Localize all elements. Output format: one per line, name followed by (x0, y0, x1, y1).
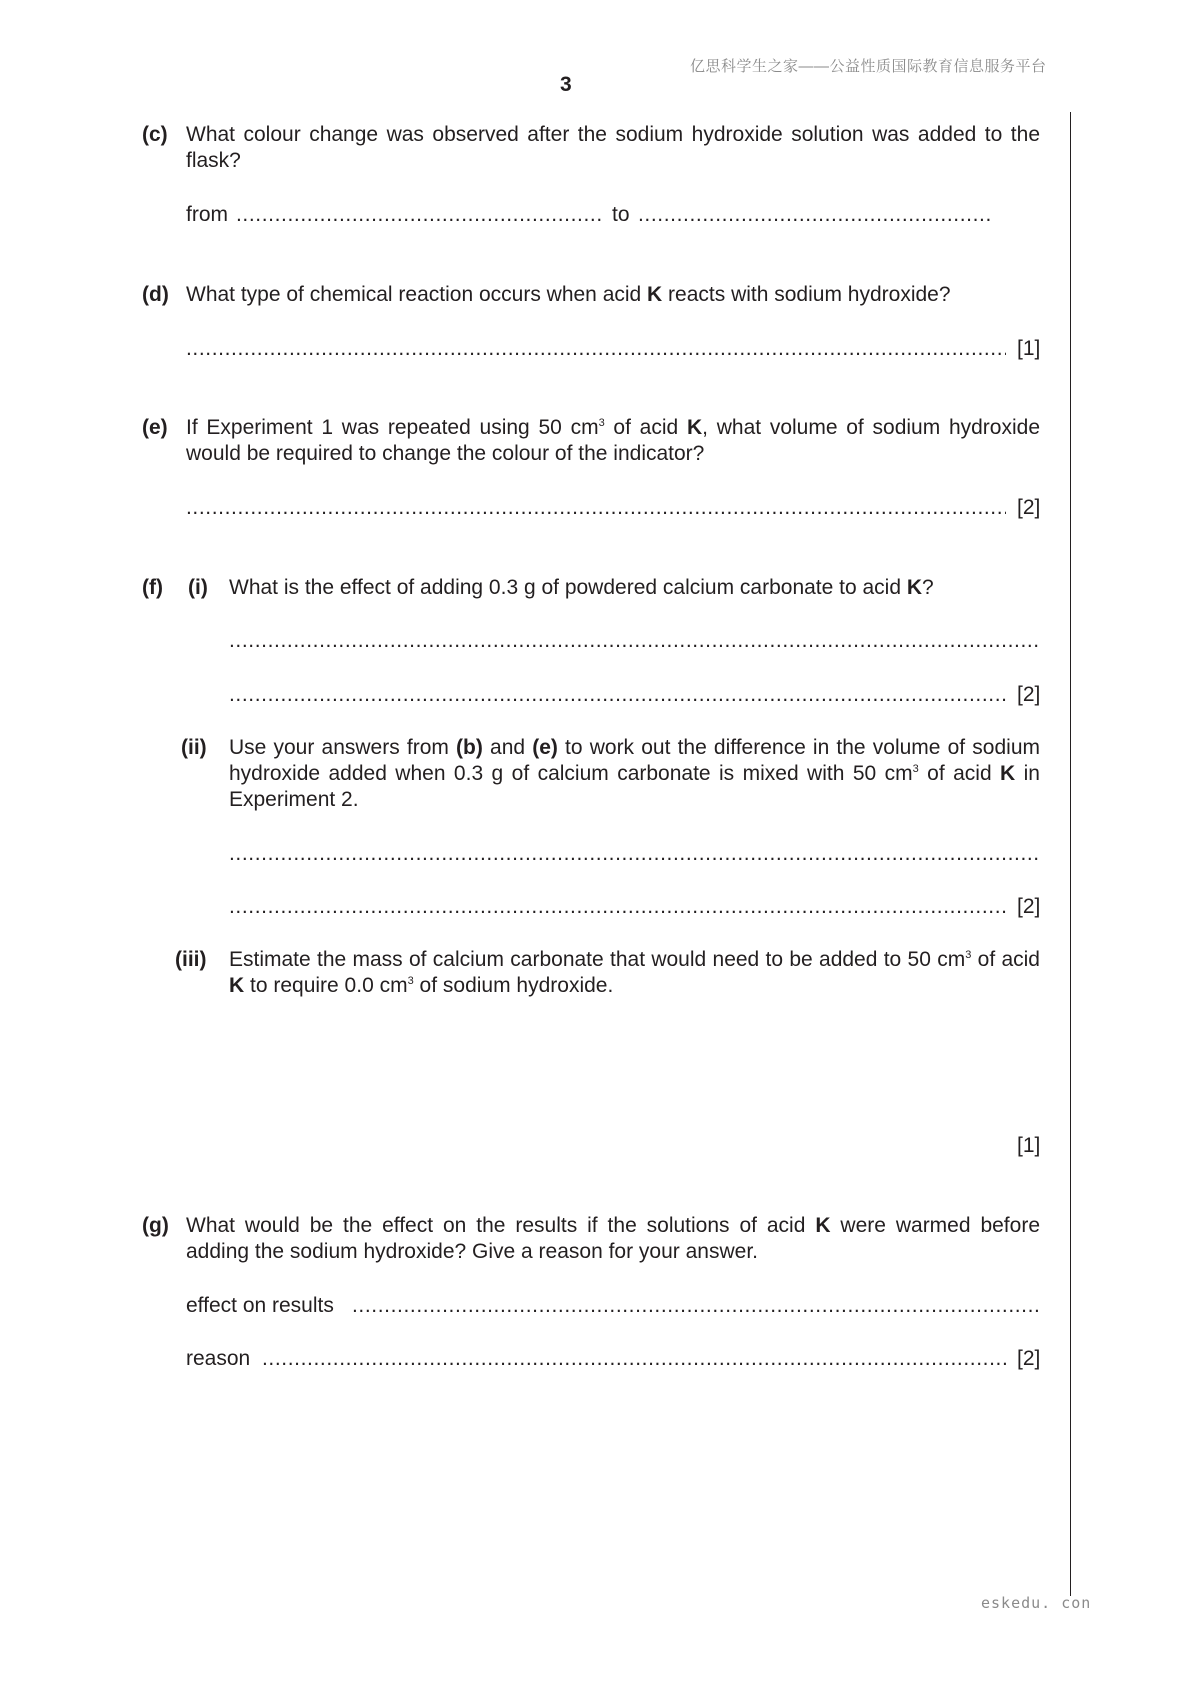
question-g-text-part: What would be the effect on the results if the solutions of acid (186, 1214, 816, 1237)
page-number: 3 (560, 73, 572, 96)
question-c-from-answer-line[interactable] (236, 202, 604, 228)
ref-e-bold: (e) (532, 736, 558, 759)
acid-k-bold: K (815, 1214, 831, 1237)
question-e-mark: [2] (1017, 496, 1041, 519)
ref-b-bold: (b) (456, 736, 483, 759)
question-d-text-part: What type of chemical reaction occurs when acid (186, 283, 648, 306)
question-d-text-part: reacts with sodium hydroxide? (662, 283, 951, 306)
acid-k-bold: K (686, 416, 703, 439)
question-f-i-mark: [2] (1017, 683, 1041, 706)
question-g-mark: [2] (1017, 1347, 1041, 1370)
question-f-i-label: (i) (188, 576, 208, 599)
footer-site-text: eskedu. con (981, 1594, 1092, 1612)
question-g-text (186, 1213, 1040, 1265)
question-f-iii-text-part: Estimate the mass of calcium carbonate that would need to be added to 50 cm (229, 948, 966, 971)
question-f-iii-text (229, 947, 1040, 999)
question-f-i-text-part: ? (922, 576, 934, 599)
question-f-ii-mark: [2] (1017, 895, 1041, 918)
question-f-iii-text-part: of sodium hydroxide. (413, 974, 614, 997)
question-f-ii-text-part: Use your answers from (229, 736, 457, 759)
question-f-iii-text-part: to require 0.0 cm (244, 974, 408, 997)
question-f-i-text-part: What is the effect of adding 0.3 g of powdered calcium carbonate to acid (229, 576, 907, 599)
question-e-label: (e) (142, 416, 168, 439)
question-f-iii-label: (iii) (175, 948, 207, 971)
question-c-to-label: to (612, 203, 630, 226)
question-c-from-label: from (186, 203, 228, 226)
acid-k-bold: K (229, 974, 245, 997)
question-f-ii-text-part: to work out the difference in the volume of sodium hydroxide added when 0.3 g of calcium carbonate is mixed with 50 cm (229, 736, 1040, 785)
question-c-label: (c) (142, 123, 168, 146)
question-f-ii-text-part: and (482, 736, 533, 759)
superscript: 3 (912, 763, 919, 775)
question-f-iii-mark: [1] (1017, 1134, 1041, 1157)
acid-k-bold: K (647, 283, 663, 306)
question-f-i-answer-line-2[interactable] (229, 682, 1006, 708)
question-g-text-part: were warmed before adding the sodium hydroxide? Give a reason for your answer. (186, 1214, 1040, 1263)
question-g-effect-label: effect on results (186, 1294, 334, 1317)
question-f-i-text (229, 575, 1040, 601)
question-c-to-answer-line[interactable] (638, 202, 990, 228)
question-g-label: (g) (142, 1214, 169, 1237)
question-d-text (186, 282, 1040, 308)
question-f-label: (f) (142, 576, 163, 599)
superscript: 3 (965, 949, 972, 961)
acid-k-bold: K (1000, 762, 1016, 785)
question-g-effect-answer-line[interactable] (352, 1293, 1040, 1319)
superscript: 3 (598, 417, 605, 429)
acid-k-bold: K (906, 576, 923, 599)
question-e-text-part: If Experiment 1 was repeated using 50 cm (186, 416, 599, 439)
question-d-mark: [1] (1017, 337, 1041, 360)
question-f-ii-text-part: in Experiment 2. (229, 762, 1040, 811)
question-c-text: What colour change was observed after the sodium hydroxide solution was added to the flask? (186, 123, 1040, 172)
margin-line (1070, 112, 1071, 1596)
question-e-text-part: , what volume of sodium hydroxide would be required to change the colour of the indicator? (186, 416, 1041, 465)
question-f-iii-answer-space[interactable] (229, 1005, 999, 1135)
question-d-answer-line[interactable] (186, 336, 1006, 362)
question-f-ii-text-part: of acid (918, 762, 1001, 785)
question-g-reason-answer-line[interactable] (262, 1346, 1006, 1372)
question-f-iii-text-part: of acid (971, 948, 1040, 971)
question-e-text-part: of acid (604, 416, 687, 439)
question-f-ii-label: (ii) (181, 736, 207, 759)
question-f-ii-answer-line-2[interactable] (229, 894, 1006, 920)
question-d-label: (d) (142, 283, 169, 306)
question-e-answer-line[interactable] (186, 495, 1006, 521)
question-f-ii-text (229, 735, 1040, 813)
question-f-i-answer-line-1[interactable] (229, 628, 1040, 654)
header-site-text: 亿思科学生之家——公益性质国际教育信息服务平台 (690, 58, 1047, 75)
question-e-text (186, 415, 1040, 467)
question-f-ii-answer-line-1[interactable] (229, 841, 1040, 867)
question-g-reason-label: reason (186, 1347, 251, 1370)
superscript: 3 (407, 975, 414, 987)
